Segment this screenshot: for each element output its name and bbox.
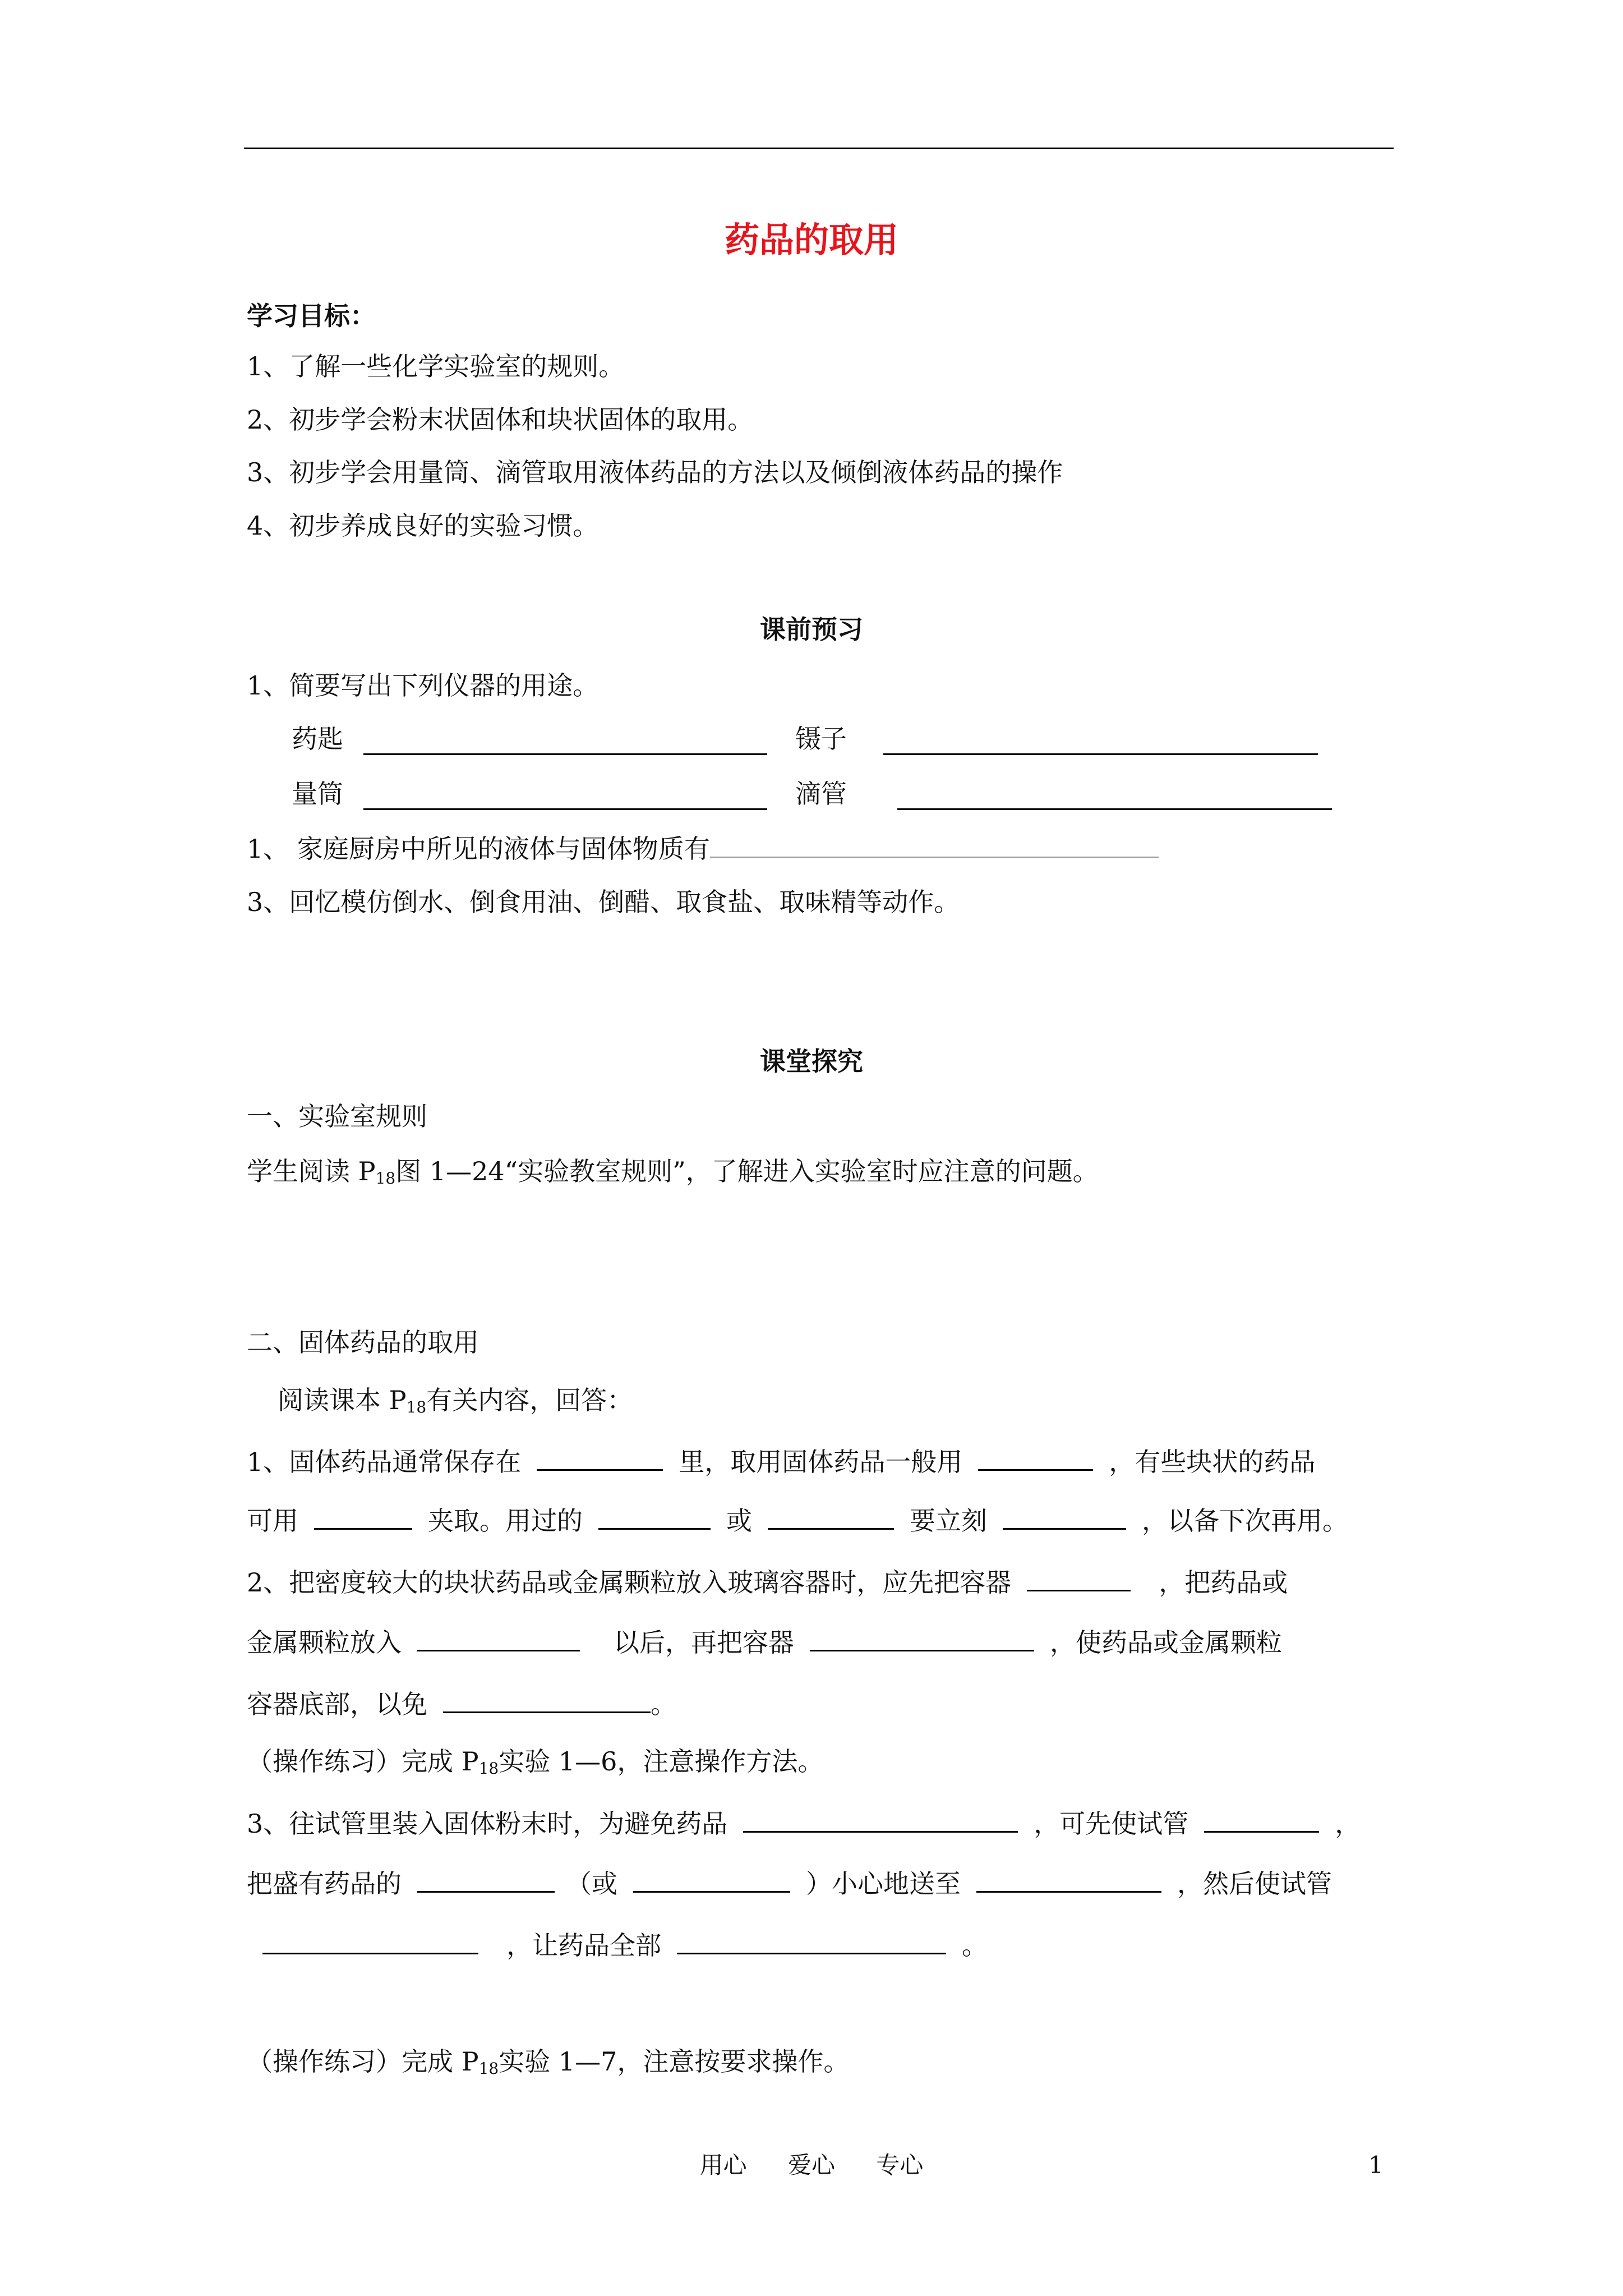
practice1 [247, 1745, 823, 1778]
instrument-label: 量筒 [292, 779, 343, 809]
text: 把盛有药品的 [247, 1869, 402, 1899]
page-number: 1 [1368, 2151, 1384, 2179]
answer-blank[interactable] [883, 753, 1318, 755]
text: 阅读课本 P [278, 1385, 407, 1415]
text: ，可先使试管 [1034, 1809, 1189, 1839]
answer-blank[interactable] [743, 1806, 1018, 1833]
answer-blank[interactable] [1003, 1503, 1126, 1530]
instrument-label: 药匙 [292, 724, 343, 754]
instrument-label: 镊子 [795, 724, 847, 754]
answer-blank[interactable] [363, 808, 767, 810]
part1-title: 一、实验室规则 [247, 1101, 427, 1131]
text: 3、往试管里装入固体粉末时，为避免药品 [247, 1809, 728, 1839]
answer-blank[interactable] [810, 1625, 1034, 1651]
text: 夹取。用过的 [428, 1506, 583, 1536]
answer-blank[interactable] [710, 832, 1159, 858]
answer-blank[interactable] [976, 1866, 1161, 1893]
answer-blank[interactable] [1204, 1806, 1319, 1833]
subscript: 18 [478, 2059, 499, 2078]
text: 里，取用固体药品一般用 [679, 1447, 963, 1477]
text: （操作练习）完成 P [247, 2046, 479, 2077]
header-rule [244, 148, 1394, 149]
text: 以后，再把容器 [614, 1627, 794, 1658]
instrument-label: 滴管 [795, 779, 847, 809]
page-title: 药品的取用 [724, 219, 898, 260]
answer-blank[interactable] [768, 1503, 894, 1530]
text: 容器底部，以免 [247, 1689, 427, 1719]
subscript: 18 [478, 1759, 499, 1778]
subscript: 18 [375, 1169, 396, 1188]
answer-blank[interactable] [633, 1866, 790, 1893]
answer-blank[interactable] [598, 1503, 711, 1530]
text: （或 [566, 1869, 617, 1899]
answer-blank[interactable] [417, 1866, 555, 1893]
text: 金属颗粒放入 [247, 1627, 402, 1658]
q1-line2 [247, 1503, 1348, 1538]
answer-blank[interactable] [677, 1928, 946, 1954]
explore-heading: 课堂探究 [760, 1046, 863, 1076]
q2-line1 [247, 1565, 1288, 1599]
text: ，有些块状的药品 [1109, 1447, 1316, 1477]
q3-line1 [247, 1806, 1361, 1841]
q1-line1 [247, 1444, 1315, 1479]
answer-blank[interactable] [363, 753, 767, 755]
answer-blank[interactable] [897, 808, 1332, 810]
text: ，把药品或 [1159, 1567, 1288, 1598]
text: 。 [962, 1930, 988, 1961]
text: 有关内容，回答： [426, 1385, 633, 1415]
q3-line2 [247, 1866, 1332, 1901]
text: ，让药品全部 [506, 1930, 661, 1961]
text: ，以备下次再用。 [1142, 1506, 1348, 1536]
objective-item: 1、了解一些化学实验室的规则。 [247, 351, 625, 381]
text: 或 [726, 1506, 752, 1536]
preview-q3: 3、回忆模仿倒水、倒食用油、倒醋、取食盐、取味精等动作。 [247, 887, 960, 917]
practice2 [247, 2045, 849, 2078]
preview-q2 [247, 832, 1159, 866]
part2-intro [278, 1383, 633, 1417]
preview-q2-text: 1、 家庭厨房中所见的液体与固体物质有 [247, 834, 710, 864]
objective-item: 4、初步养成良好的实验习惯。 [247, 510, 599, 541]
answer-blank[interactable] [978, 1444, 1093, 1471]
answer-blank[interactable] [314, 1503, 412, 1530]
preview-heading: 课前预习 [760, 614, 863, 645]
text: 图 1—24“实验教室规则”，了解进入实验室时应注意的问题。 [395, 1156, 1099, 1186]
answer-blank[interactable] [1027, 1565, 1131, 1591]
text: 1、固体药品通常保存在 [247, 1447, 522, 1477]
text: ，使药品或金属颗粒 [1050, 1627, 1282, 1658]
text: 2、把密度较大的块状药品或金属颗粒放入玻璃容器时，应先把容器 [247, 1567, 1012, 1598]
answer-blank[interactable] [537, 1444, 663, 1471]
answer-blank[interactable] [443, 1687, 651, 1713]
subscript: 18 [406, 1398, 427, 1416]
q2-line2 [247, 1625, 1282, 1659]
text: 可用 [247, 1506, 298, 1536]
text: 。 [651, 1689, 676, 1719]
part1-text [247, 1154, 1099, 1188]
text: （操作练习）完成 P [247, 1746, 479, 1777]
text: ）小心地送至 [806, 1869, 961, 1899]
q3-line3 [262, 1928, 988, 1962]
text: 学生阅读 P [247, 1156, 376, 1186]
text: 实验 1—7，注意按要求操作。 [499, 2046, 850, 2077]
answer-blank[interactable] [262, 1928, 478, 1954]
preview-q1: 1、简要写出下列仪器的用途。 [247, 670, 599, 701]
objectives-heading: 学习目标： [247, 301, 376, 331]
answer-blank[interactable] [417, 1625, 580, 1651]
text: 要立刻 [910, 1506, 987, 1536]
text: 实验 1—6，注意操作方法。 [499, 1746, 824, 1777]
text: ，然后使试管 [1177, 1869, 1332, 1899]
objective-item: 2、初步学会粉末状固体和块状固体的取用。 [247, 404, 754, 435]
footer-text: 用心 爱心 专心 [699, 2151, 924, 2179]
part2-title: 二、固体药品的取用 [247, 1327, 479, 1358]
text: ， [1335, 1809, 1361, 1839]
objective-item: 3、初步学会用量筒、滴管取用液体药品的方法以及倾倒液体药品的操作 [247, 457, 1063, 487]
q2-line3 [247, 1687, 676, 1721]
